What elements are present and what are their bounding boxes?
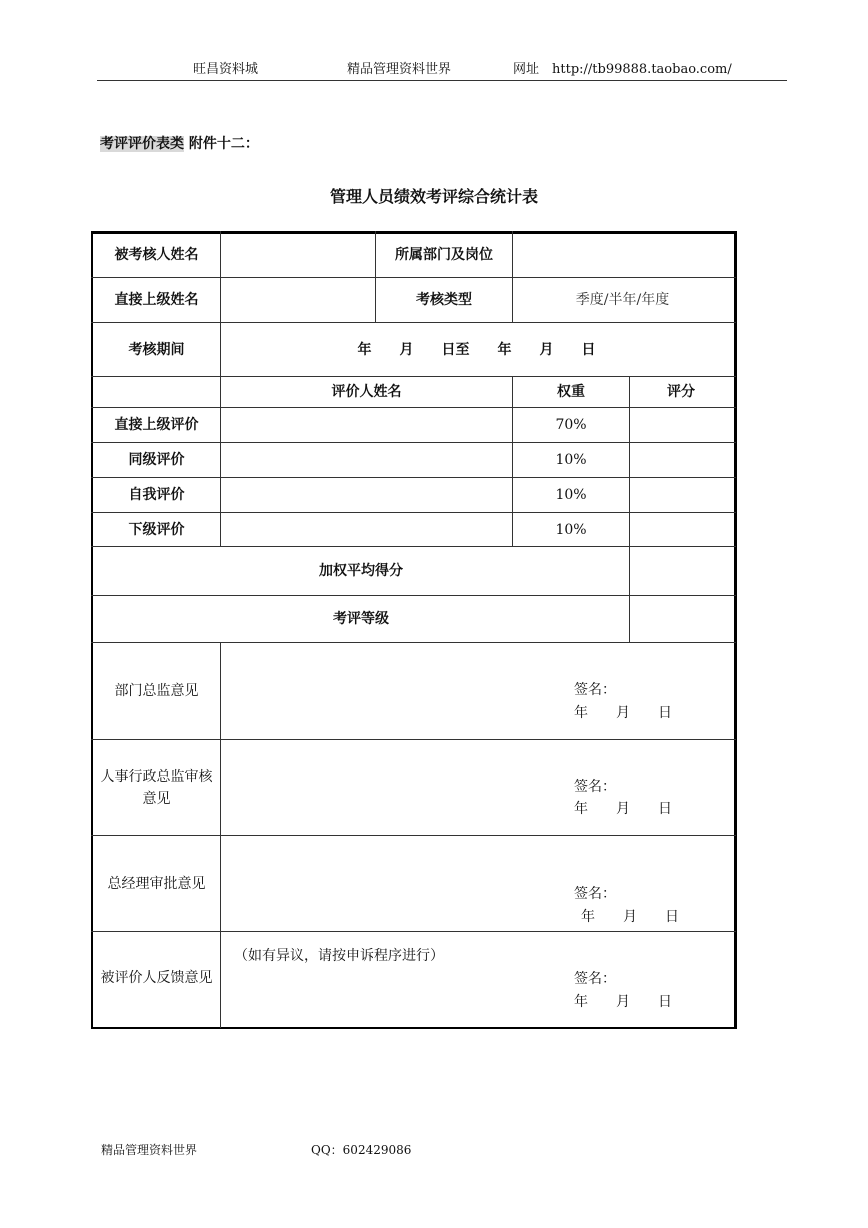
eval-row-label: 下级评价	[128, 521, 185, 538]
eval-row-weight: 70%	[555, 417, 587, 433]
supervisor-name-field[interactable]	[221, 278, 375, 322]
eval-row-label: 同级评价	[128, 452, 185, 468]
date-label: 年 月 日	[574, 994, 672, 1010]
opinion-field[interactable]	[221, 740, 732, 835]
footer-world-name: 精品管理资料世界	[101, 1143, 198, 1157]
department-position-field[interactable]	[513, 233, 732, 277]
supervisor-name-label: 直接上级姓名	[114, 292, 199, 308]
date-label: 年 月 日	[574, 705, 672, 721]
eval-row-label: 自我评价	[128, 487, 185, 503]
opinion-field[interactable]	[221, 643, 732, 739]
evaluator-name-field[interactable]	[221, 443, 512, 477]
page-title: 管理人员绩效考评综合统计表	[329, 187, 538, 206]
opinion-label: 人事行政总监审核意见	[100, 768, 213, 807]
employee-name-field[interactable]	[221, 233, 375, 277]
header-divider	[97, 80, 787, 81]
eval-score-field[interactable]	[630, 513, 732, 546]
signature-label: 签名：	[574, 886, 616, 902]
header-site-label: 网址	[513, 62, 540, 77]
weight-header: 权重	[557, 384, 585, 400]
grade-field[interactable]	[630, 596, 732, 642]
evaluator-name-field[interactable]	[221, 478, 512, 512]
assessment-type-field[interactable]: 季度/半年/年度	[575, 292, 670, 308]
appeal-note: （如有异议，请按申诉程序进行）	[234, 948, 444, 964]
evaluator-name-header: 评价人姓名	[331, 384, 402, 400]
signature-label: 签名：	[574, 682, 616, 698]
weighted-average-field[interactable]	[630, 547, 732, 595]
date-label: 年 月 日	[581, 909, 679, 925]
evaluation-form-table	[91, 231, 736, 1028]
header-site-url[interactable]: http://tb99888.taobao.com/	[552, 62, 732, 77]
section-category: 考评评价表类	[100, 136, 184, 152]
assessment-period-label: 考核期间	[128, 341, 185, 358]
footer-qq: QQ：602429086	[311, 1143, 412, 1157]
header-store-name: 旺昌资料城	[193, 62, 259, 77]
signature-label: 签名：	[574, 971, 616, 987]
grade-label: 考评等级	[333, 611, 389, 627]
department-position-label: 所属部门及岗位	[395, 247, 493, 263]
weighted-average-label: 加权平均得分	[319, 563, 403, 579]
eval-row-weight: 10%	[555, 521, 587, 538]
eval-score-field[interactable]	[630, 478, 732, 512]
evaluator-name-field[interactable]	[221, 513, 512, 546]
employee-name-label: 被考核人姓名	[114, 247, 199, 263]
section-label	[100, 133, 259, 153]
eval-row-label: 直接上级评价	[114, 417, 199, 433]
section-appendix: 附件十二：	[188, 136, 259, 152]
opinion-label: 总经理审批意见	[107, 875, 206, 892]
header-world-name: 精品管理资料世界	[347, 62, 452, 77]
opinion-label: 被评价人反馈意见	[100, 970, 213, 986]
assessment-type-label: 考核类型	[416, 292, 472, 308]
eval-row-weight: 10%	[555, 452, 587, 468]
eval-score-field[interactable]	[630, 443, 732, 477]
eval-score-field[interactable]	[630, 408, 732, 442]
date-label: 年 月 日	[574, 801, 672, 817]
score-header: 评分	[667, 384, 695, 400]
evaluator-name-field[interactable]	[221, 408, 512, 442]
signature-label: 签名：	[574, 779, 616, 795]
opinion-label: 部门总监意见	[114, 683, 199, 699]
assessment-period-field[interactable]: 年 月 日至 年 月 日	[357, 341, 596, 358]
eval-row-weight: 10%	[555, 487, 587, 503]
